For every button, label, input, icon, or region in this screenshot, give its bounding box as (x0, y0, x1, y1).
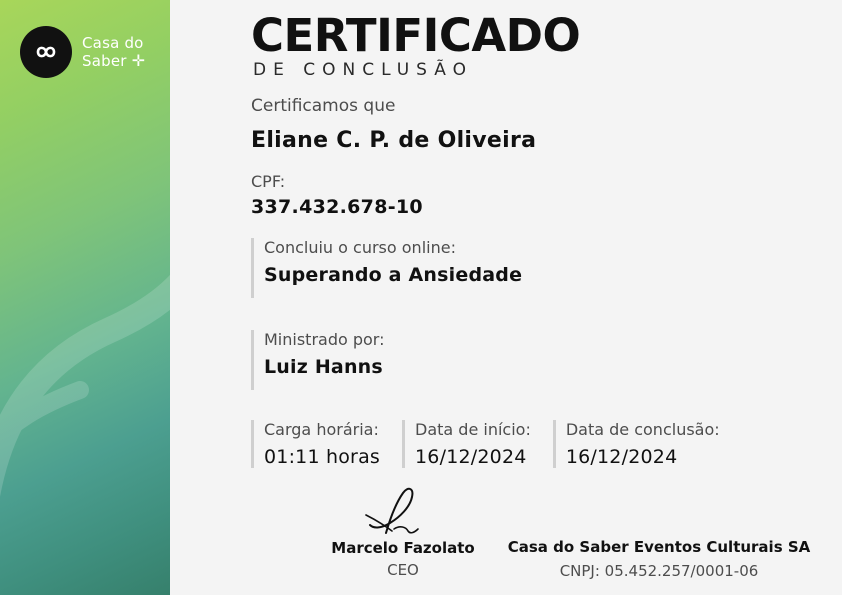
course-label: Concluiu o curso online: (264, 238, 456, 257)
brand-name-line2: Saber (82, 51, 127, 70)
brand-name-line1: Casa do (82, 33, 144, 52)
page-title: CERTIFICADO (251, 9, 581, 62)
signature-name: Marcelo Fazolato (331, 539, 475, 557)
teacher-block (251, 330, 385, 390)
brand-sidebar (0, 0, 170, 595)
company-cnpj: CNPJ: 05.452.257/0001-06 (559, 562, 759, 580)
signature-role: CEO (387, 561, 419, 579)
plus-icon: ✛ (131, 50, 146, 70)
company-name: Casa do Saber Eventos Culturais SA (507, 538, 811, 556)
workload-label: Carga horária: (264, 420, 379, 439)
meta-item-end-date (553, 420, 742, 468)
workload-value: 01:11 horas (264, 446, 381, 468)
lead-text: Certificamos que (251, 96, 396, 116)
course-value: Superando a Ansiedade (264, 264, 523, 286)
meta-item-start-date (402, 420, 553, 468)
start-date-value: 16/12/2024 (415, 446, 527, 468)
brand-logo (20, 26, 145, 78)
end-date-value: 16/12/2024 (565, 446, 678, 468)
page-subtitle: DE CONCLUSÃO (253, 60, 473, 80)
meta-item-workload (251, 420, 402, 468)
company-block (479, 538, 839, 580)
course-block (251, 238, 522, 298)
decorative-swirl (0, 120, 170, 590)
infinity-icon (20, 26, 72, 78)
teacher-label: Ministrado por: (264, 330, 385, 349)
start-date-label: Data de início: (415, 420, 531, 439)
teacher-value: Luiz Hanns (264, 356, 383, 378)
certificate-content (251, 0, 842, 595)
cpf-label: CPF: (251, 172, 286, 191)
meta-row (251, 420, 742, 468)
brand-name (82, 35, 145, 70)
end-date-label: Data de conclusão: (565, 420, 720, 439)
handwritten-signature-icon (348, 485, 458, 537)
cpf-value: 337.432.678-10 (251, 196, 423, 218)
student-name: Eliane C. P. de Oliveira (251, 128, 537, 153)
